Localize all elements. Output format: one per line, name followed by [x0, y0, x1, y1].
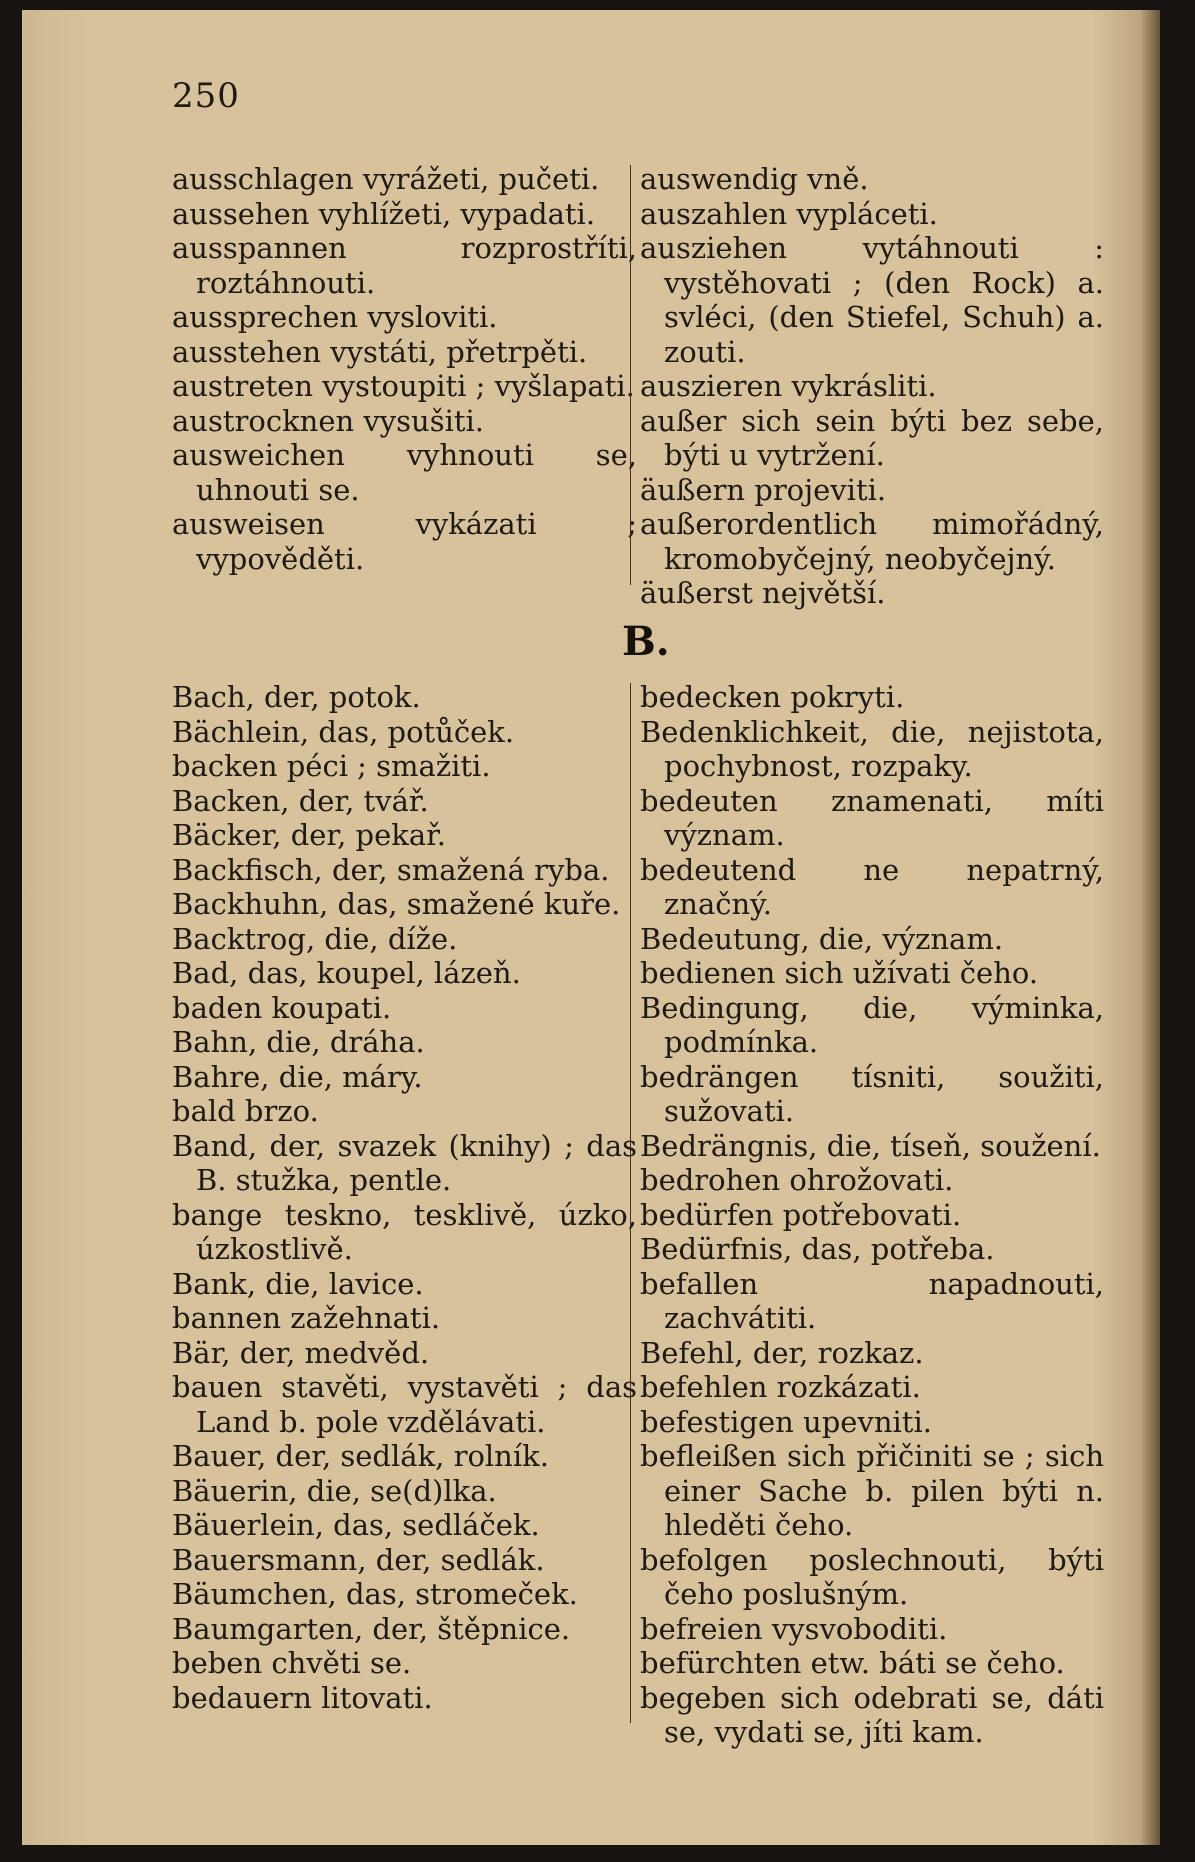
dictionary-entry: Bäuerin, die, se(d)lka. [172, 1473, 497, 1508]
dictionary-entry: befolgen poslechnouti, býti čeho poslušným. [640, 1542, 1104, 1611]
dictionary-entry: Bad, das, koupel, lázeň. [172, 956, 521, 990]
dictionary-entry: Backhuhn, das, smažené kuře. [172, 887, 621, 921]
upper-right-column [640, 162, 1104, 611]
dictionary-entry: baden koupati. [172, 990, 392, 1025]
dictionary-entry: Bauersmann, der, sedlák. [172, 1542, 545, 1577]
dictionary-entry: befreien vysvoboditi. [640, 1611, 948, 1646]
upper-left-column [172, 162, 637, 576]
dictionary-entry: ausziehen vytáhnouti : vystěhovati ; (den Rock) a. svléci, (den Stiefel, Schuh) a. zouti. [640, 231, 1104, 369]
dictionary-entry: äußern projeviti. [640, 472, 887, 507]
dictionary-entry: Bär, der, medvěd. [172, 1335, 430, 1370]
dictionary-entry: Bedürfnis, das, potřeba. [640, 1232, 995, 1266]
dictionary-entry: Bedeutung, die, význam. [640, 921, 1004, 956]
dictionary-entry: ausstehen vystáti, přetrpěti. [172, 334, 588, 369]
dictionary-entry: auszieren vykrásliti. [640, 369, 937, 403]
dictionary-entry: befallen napadnouti, zachvátiti. [640, 1266, 1104, 1335]
dictionary-entry: bedienen sich užívati čeho. [640, 956, 1039, 990]
column-divider-lower [630, 683, 631, 1723]
binding-shadow [1140, 10, 1160, 1845]
dictionary-entry: ausspannen rozprostříti, roztáhnouti. [172, 231, 637, 300]
dictionary-entry: außerordentlich mimořádný, kromobyčejný, neobyčejný. [640, 507, 1104, 576]
dictionary-entry: bedürfen potřebovati. [640, 1197, 962, 1232]
dictionary-entry: austreten vystoupiti ; vyšlapati. [172, 369, 635, 403]
dictionary-entry: bald brzo. [172, 1094, 319, 1128]
dictionary-entry: bauen stavěti, vystavěti ; das Land b. pole vzdělávati. [172, 1370, 637, 1439]
dictionary-entry: bedeutend ne nepatrný, značný. [640, 852, 1104, 921]
dictionary-entry: Bach, der, potok. [172, 680, 421, 714]
dictionary-entry: Bedrängnis, die, tíseň, soužení. [640, 1128, 1101, 1163]
dictionary-entry: ausweisen vykázati ; vypověděti. [172, 507, 637, 576]
dictionary-entry: backen péci ; smažiti. [172, 749, 491, 783]
dictionary-entry: austrocknen vysušiti. [172, 403, 485, 438]
dictionary-entry: befestigen upevniti. [640, 1404, 932, 1439]
lower-right-column [640, 680, 1104, 1750]
dictionary-entry: Baumgarten, der, štěpnice. [172, 1611, 571, 1646]
dictionary-entry: Bahre, die, máry. [172, 1059, 423, 1094]
column-divider-upper [630, 165, 631, 585]
dictionary-entry: äußerst největší. [640, 576, 886, 610]
dictionary-entry: Befehl, der, rozkaz. [640, 1335, 924, 1370]
dictionary-entry: ausweichen vyhnouti se, uhnouti se. [172, 438, 637, 507]
dictionary-entry: begeben sich odebrati se, dáti se, vydati se, jíti kam. [640, 1680, 1104, 1749]
dictionary-entry: Bahn, die, dráha. [172, 1025, 425, 1059]
dictionary-entry: Bäumchen, das, stromeček. [172, 1577, 578, 1611]
dictionary-entry: Bedenklichkeit, die, nejistota, pochybnost, rozpaky. [640, 714, 1104, 783]
dictionary-entry: aussehen vyhlížeti, vypadati. [172, 196, 596, 231]
dictionary-entry: auszahlen vypláceti. [640, 196, 938, 231]
dictionary-entry: Band, der, svazek (knihy) ; das B. stužka, pentle. [172, 1128, 637, 1197]
dictionary-entry: befehlen rozkázati. [640, 1370, 921, 1404]
dictionary-entry: bange teskno, tesklivě, úzko, úzkostlivě. [172, 1197, 637, 1266]
dictionary-entry: Bächlein, das, potůček. [172, 714, 515, 749]
dictionary-entry: bedrängen tísniti, soužiti, sužovati. [640, 1059, 1104, 1128]
dictionary-entry: befleißen sich přičiniti se ; sich einer Sache b. pilen býti n. hleděti čeho. [640, 1439, 1104, 1542]
dictionary-entry: Bäcker, der, pekař. [172, 818, 447, 852]
dictionary-entry: Bank, die, lavice. [172, 1266, 424, 1301]
dictionary-entry: bedecken pokryti. [640, 680, 905, 714]
dictionary-entry: bedauern litovati. [172, 1680, 433, 1715]
dictionary-entry: Bedingung, die, výminka, podmínka. [640, 990, 1104, 1059]
dictionary-entry: ausschlagen vyrážeti, pučeti. [172, 162, 600, 196]
dictionary-page [22, 10, 1160, 1845]
dictionary-entry: bannen zažehnati. [172, 1301, 441, 1335]
dictionary-entry: auswendig vně. [640, 162, 869, 196]
lower-left-column [172, 680, 637, 1715]
dictionary-entry: bedeuten znamenati, míti význam. [640, 783, 1104, 852]
section-letter-heading: B. [622, 618, 670, 665]
dictionary-entry: Bauer, der, sedlák, rolník. [172, 1439, 549, 1473]
page-number: 250 [172, 76, 240, 116]
dictionary-entry: Backfisch, der, smažená ryba. [172, 852, 610, 887]
dictionary-entry: außer sich sein býti bez sebe, býti u vytržení. [640, 403, 1104, 472]
dictionary-entry: bedrohen ohrožovati. [640, 1163, 954, 1197]
dictionary-entry: beben chvěti se. [172, 1646, 412, 1680]
dictionary-entry: Backen, der, tvář. [172, 783, 429, 818]
dictionary-entry: Bäuerlein, das, sedláček. [172, 1508, 540, 1542]
dictionary-entry: aussprechen vysloviti. [172, 300, 498, 334]
dictionary-entry: befürchten etw. báti se čeho. [640, 1646, 1065, 1680]
dictionary-entry: Backtrog, die, díže. [172, 921, 458, 956]
